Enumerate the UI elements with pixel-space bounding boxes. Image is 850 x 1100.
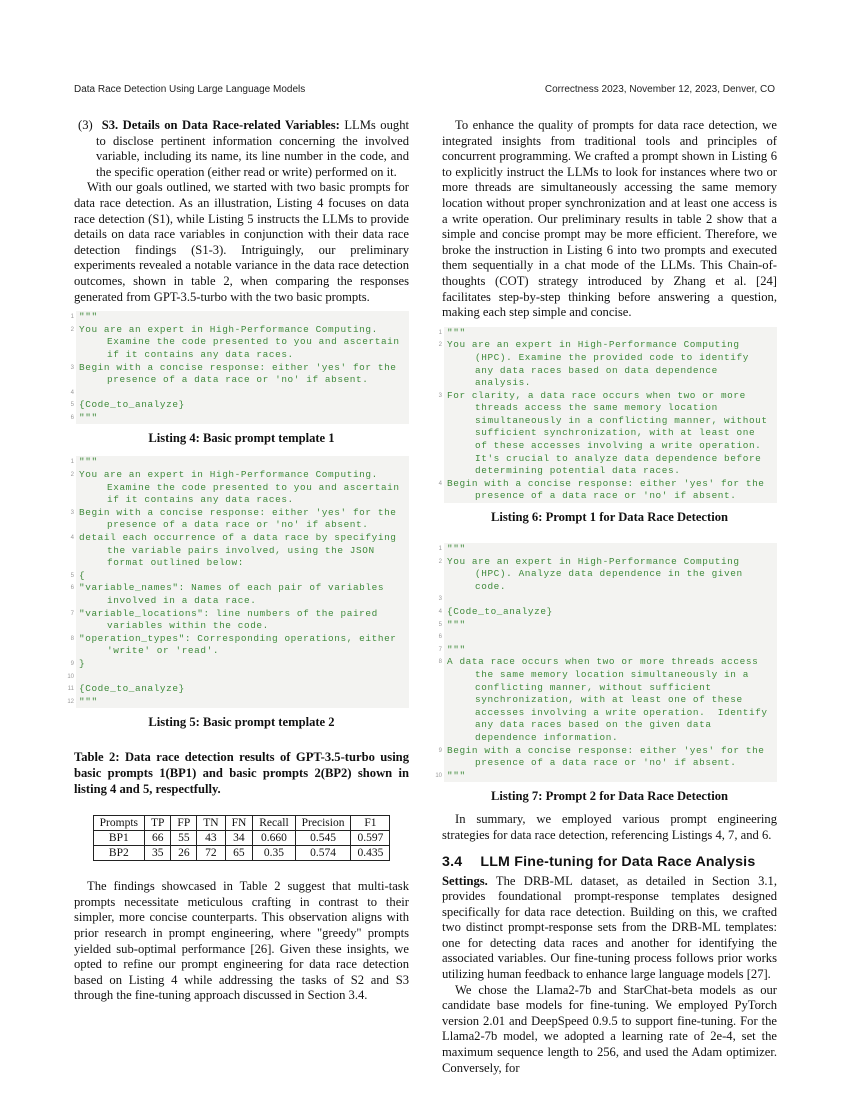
table-header-cell: Recall (253, 816, 295, 831)
paragraph: With our goals outlined, we started with two basic prompts for data race detection. As an illustration, Listing 4 focuses on data race detection (S1), while Listing 5 instructs the LLMs to provide details on data race variables in conjunction with their data race detection findings (S1-3). Intriguingly, our preliminary experiments revealed a notable variance in the data race detection outcomes, shown in table 2, when comparing the responses generated from GPT-3.5-turbo with the two basic prompts. (74, 180, 409, 304)
table-cell: 43 (197, 831, 225, 846)
table-header-cell: F1 (351, 816, 390, 831)
table-cell: 72 (197, 846, 225, 861)
code-line (438, 606, 777, 619)
line-number: 4 (64, 387, 76, 400)
code-text: Begin with a concise response: either 'yes' for the presence of a data race or 'no' if absent. (79, 506, 403, 531)
table-cell: 0.35 (253, 846, 295, 861)
item-text: LLMs ought to disclose pertinent information concerning the involved variable, including its name, its line number in the code, and the specific operation (either read or write) performed on it. (96, 118, 409, 179)
code-line (70, 506, 409, 532)
line-number: 2 (432, 556, 444, 594)
table-cell: 0.435 (351, 846, 390, 861)
code-line (70, 311, 409, 324)
item-heading: S3. Details on Data Race-related Variables: (101, 118, 340, 132)
line-number: 5 (64, 570, 76, 583)
line-number: 7 (432, 644, 444, 657)
code-line (70, 411, 409, 425)
table-cell: 0.545 (295, 831, 351, 846)
line-number: 3 (432, 593, 444, 606)
list-item-s3 (74, 118, 409, 180)
code-text: You are an expert in High-Performance Computing. Examine the code presented to you and ascertain if it contains any data races. (79, 323, 406, 360)
listing-5-code (67, 456, 409, 708)
paragraph: The findings showcased in Table 2 suggest that multi-task prompts necessitate meticulous crafting in contrast to their simpler, more concise counterparts. This observation aligns with prior research in prompt engineering, where "greedy" prompts yielded sub-optimal performance [26]. Given these insights, we opted to refine our prompt engineering for data race detection based on Listing 4 while addressing the tasks of S2 and S3 through the fine-tuning approach discussed in Section 3.4. (74, 879, 409, 1003)
code-line (438, 631, 777, 644)
table-header-cell: FN (225, 816, 253, 831)
code-text: {Code_to_analyze} (447, 606, 553, 617)
code-line (438, 339, 777, 389)
line-number: 3 (432, 390, 444, 478)
section-title: LLM Fine-tuning for Data Race Analysis (480, 853, 756, 870)
line-number: 5 (64, 399, 76, 412)
line-number: 1 (432, 327, 444, 340)
table-cell: 0.574 (295, 846, 351, 861)
right-column (435, 118, 777, 1076)
table-header-row (93, 816, 390, 831)
code-text: {Code_to_analyze} (79, 683, 185, 695)
line-number: 2 (64, 324, 76, 362)
code-line (70, 399, 409, 412)
code-text (444, 631, 777, 644)
code-text: """ (447, 543, 466, 555)
code-line (70, 387, 409, 400)
table-cell: BP2 (93, 846, 144, 861)
code-text: You are an expert in High-Performance Computing (HPC). Analyze data dependence in the given code. (447, 555, 749, 592)
table-header-cell: Precision (295, 816, 351, 831)
table-header-cell: Prompts (93, 816, 144, 831)
code-text: "operation_types": Corresponding operations, either 'write' or 'read'. (79, 632, 403, 657)
code-text: {Code_to_analyze} (79, 399, 185, 411)
code-text: """ (447, 643, 466, 655)
paragraph: To enhance the quality of prompts for data race detection, we integrated insights from traditional tools and principles of concurrent programming. We crafted a prompt shown in Listing 6 to explicitly instruct the LLMs to look for instances where two or more threads are simultaneously accessing the same memory location without proper synchronization and at least one access is a write operation. Our preliminary results in table 2 show that a simple and concise prompt may be more efficient. Therefore, we broke the instruction in Listing 6 into two prompts and executed them sequentially in a chat mode of the LLMs. This Chain-of-thoughts (COT) strategy introduced by Zhang et al. [24] facilitates step-by-step thinking before answering a question, making each step simple and concise. (442, 118, 777, 320)
code-line (70, 361, 409, 387)
line-number: 5 (432, 619, 444, 632)
table-header-cell: FP (171, 816, 197, 831)
table-row (93, 846, 390, 861)
code-text: """ (79, 311, 98, 323)
line-number: 1 (432, 543, 444, 556)
table-body (93, 831, 390, 861)
code-line (70, 569, 409, 583)
code-text (76, 387, 409, 400)
code-text: Begin with a concise response: either 'yes' for the presence of a data race or 'no' if absent. (79, 361, 403, 386)
line-number: 8 (432, 656, 444, 744)
table-cell: 0.597 (351, 831, 390, 846)
code-text: """ (79, 695, 98, 707)
code-line (438, 618, 777, 632)
code-line (438, 326, 777, 340)
run-in-heading: Settings. (442, 873, 488, 888)
code-line (70, 607, 409, 633)
code-line (70, 456, 409, 469)
code-text: { (79, 569, 86, 581)
code-line (438, 477, 777, 503)
line-number: 4 (432, 478, 444, 503)
table-header-cell: TP (145, 816, 171, 831)
listing-6-caption: Listing 6: Prompt 1 for Data Race Detection (490, 510, 729, 525)
running-header-right: Correctness 2023, November 12, 2023, Denver, CO (544, 84, 775, 95)
table-cell: BP1 (93, 831, 144, 846)
section-number: 3.4 (442, 853, 463, 870)
table-cell: 55 (171, 831, 197, 846)
code-line (435, 769, 777, 783)
line-number: 1 (64, 311, 76, 324)
code-text: "variable_names": Names of each pair of variables involved in a data race. (79, 582, 391, 606)
code-line (438, 656, 777, 744)
code-line (438, 744, 777, 770)
code-text: """ (79, 411, 98, 423)
code-line (70, 323, 409, 362)
listing-4-code (70, 311, 409, 424)
code-text: detail each occurrence of a data race by specifying the variable pairs involved, using the JSON format outlined below: (79, 532, 403, 569)
line-number: 6 (432, 631, 444, 644)
paragraph: We chose the Llama2-7b and StarChat-beta models as our candidate base models for fine-tuning. We employed PyTorch version 2.01 and DeepSpeed 0.9.5 to support fine-tuning. For the Llama2-7b model, we adopted a learning rate of 2e-4, set the maximum sequence length to 256, and used the Adam optimizer. Conversely, for (442, 982, 777, 1075)
listing-7-caption: Listing 7: Prompt 2 for Data Race Detection (490, 789, 729, 804)
table-cell: 34 (225, 831, 253, 846)
line-number: 3 (64, 362, 76, 387)
table-2-caption: Table 2: Data race detection results of GPT-3.5-turbo using basic prompts 1(BP1) and basic prompts 2(BP2) shown in listing 4 and 5, respectfully. (74, 750, 409, 796)
code-line (67, 683, 409, 696)
line-number: 2 (64, 469, 76, 507)
line-number: 2 (432, 339, 444, 389)
listing-6-code (438, 326, 777, 503)
code-text: A data race occurs when two or more threads access the same memory location simultaneously in a conflicting manner, without sufficient synchronization, with at least one of these accesses involving a write operation. Identify any data races based on the given data dependence information. (447, 656, 774, 743)
code-text: Begin with a concise response: either 'yes' for the presence of a data race or 'no' if absent. (447, 477, 771, 502)
code-line (438, 593, 777, 606)
listing-7-code (435, 543, 777, 782)
line-number: 9 (64, 658, 76, 671)
code-line (70, 632, 409, 658)
code-text: """ (79, 456, 98, 468)
code-text (444, 593, 777, 606)
running-header-left: Data Race Detection Using Large Language Models (74, 84, 306, 95)
code-line (438, 555, 777, 594)
line-number: 10 (64, 671, 76, 684)
table-row (93, 831, 390, 846)
line-number: 8 (64, 633, 76, 658)
code-text: """ (447, 618, 466, 630)
line-number: 10 (432, 770, 444, 783)
table-cell: 66 (145, 831, 171, 846)
table-cell: 0.660 (253, 831, 295, 846)
code-text: "variable_locations": line numbers of the paired variables within the code. (79, 607, 385, 632)
line-number: 1 (64, 456, 76, 469)
paragraph: In summary, we employed various prompt engineering strategies for data race detection, referencing Listings 4, 7, and 6. (442, 812, 777, 842)
listing-4-caption: Listing 4: Basic prompt template 1 (148, 431, 335, 446)
line-number: 7 (64, 608, 76, 633)
code-text: } (79, 657, 86, 669)
paragraph-text: The DRB-ML dataset, as detailed in Section 3.1, provides foundational prompt-response templates designed specifically for data race detection. Building on this, we crafted two distinct prompt-response sets from the DRB-ML templates: one for detecting data races and another for identifying the associated variables. Our fine-tuning process follows prior works utilizing human feedback to enhance large language models [27]. (442, 873, 777, 982)
line-number: 9 (432, 745, 444, 770)
table-header-cell: TN (197, 816, 225, 831)
code-text (76, 671, 409, 684)
code-text: """ (447, 326, 466, 338)
code-line (70, 582, 409, 607)
line-number: 11 (64, 683, 76, 696)
code-line (438, 543, 777, 556)
code-line (70, 532, 409, 570)
section-heading (442, 854, 777, 870)
line-number: 4 (64, 532, 76, 570)
item-number: (3) (78, 118, 93, 132)
line-number: 6 (64, 582, 76, 607)
code-line (67, 671, 409, 684)
code-line (67, 695, 409, 709)
code-text: Begin with a concise response: either 'yes' for the presence of a data race or 'no' if absent. (447, 744, 771, 769)
code-text: For clarity, a data race occurs when two or more threads access the same memory location simultaneously in a conflicting manner, without sufficient synchronization, with at least one of these accesses involving a write operation. It's crucial to analyze data dependence before determining potential data races. (447, 389, 774, 477)
line-number: 6 (64, 412, 76, 425)
code-text: You are an expert in High-Performance Computing. Examine the code presented to you and ascertain if it contains any data races. (79, 469, 406, 506)
paragraph (442, 874, 777, 983)
code-line (438, 643, 777, 657)
code-text: You are an expert in High-Performance Computing (HPC). Examine the provided code to identify any data races based on data dependence analysis. (447, 339, 756, 389)
code-line (438, 389, 777, 478)
table-cell: 35 (145, 846, 171, 861)
line-number: 12 (64, 696, 76, 709)
left-column (67, 118, 409, 1004)
code-line (70, 657, 409, 671)
line-number: 4 (432, 606, 444, 619)
table-cell: 26 (171, 846, 197, 861)
table-cell: 65 (225, 846, 253, 861)
listing-5-caption: Listing 5: Basic prompt template 2 (148, 715, 335, 730)
results-table (93, 815, 391, 861)
line-number: 3 (64, 507, 76, 532)
code-text: """ (447, 769, 466, 781)
code-line (70, 469, 409, 507)
